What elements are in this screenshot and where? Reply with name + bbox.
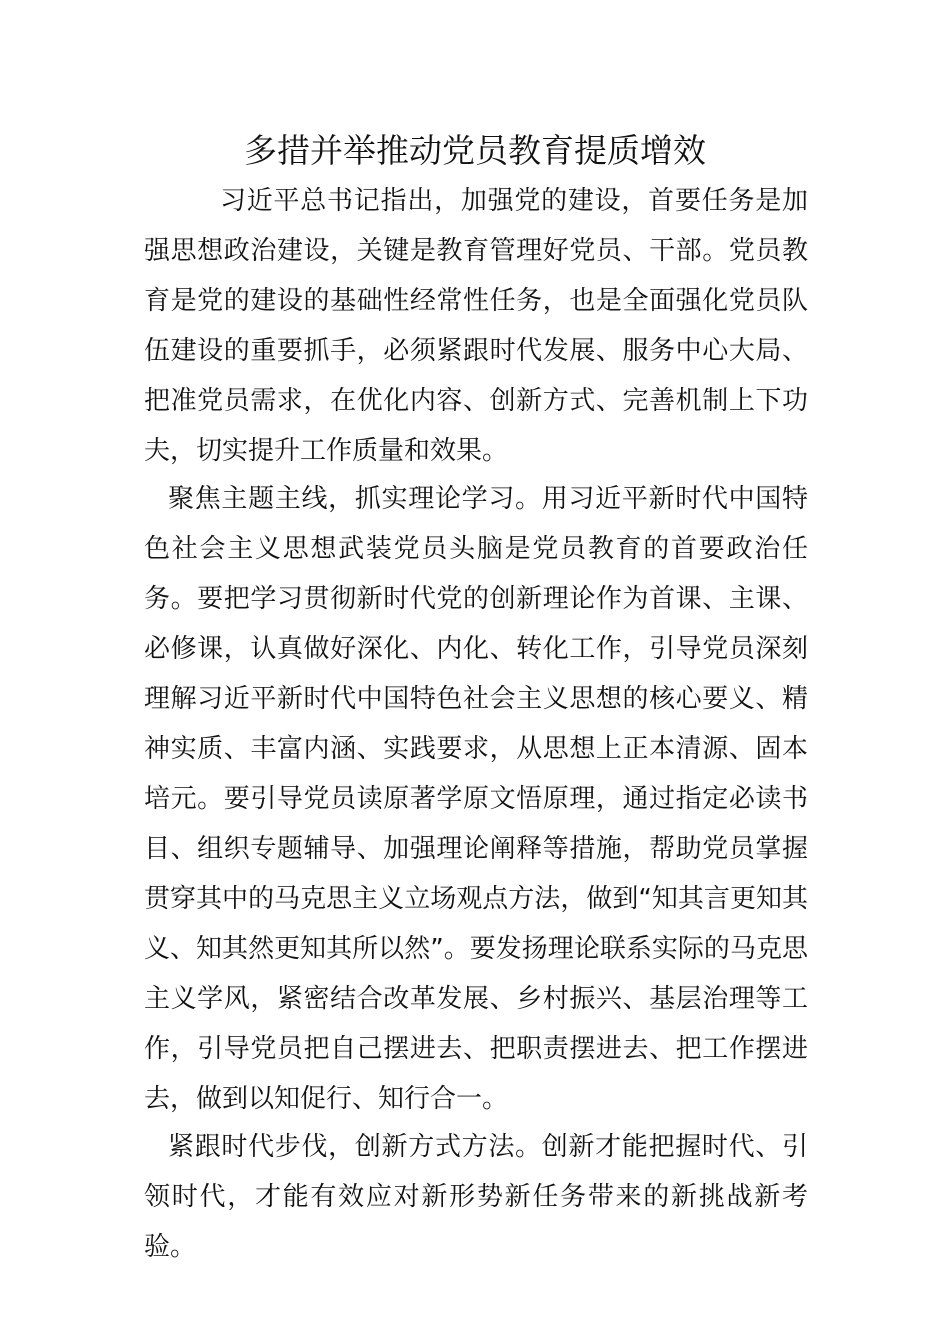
paragraph-intro: 习近平总书记指出，加强党的建设，首要任务是加强思想政治建设，关键是教育管理好党员、干部。党员教育是党的建设的基础性经常性任务，也是全面强化党员队伍建设的重要抓手，必须紧跟时代发展、服务中心大局、把准党员需求，在优化内容、创新方式、完善机制上下功夫，切实提升工作质量和效果。	[144, 186, 808, 466]
paragraph-theory-study: 聚焦主题主线，抓实理论学习。用习近平新时代中国特色社会主义思想武装党员头脑是党员教育的首要政治任务。要把学习贯彻新时代党的创新理论作为首课、主课、必修课，认真做好深化、内化、转化工作，引导党员深刻理解习近平新时代中国特色社会主义思想的核心要义、精神实质、丰富内涵、实践要求，从思想上正本清源、固本培元。要引导党员读原著学原文悟原理，通过指定必读书目、组织专题辅导、加强理论阐释等措施，帮助党员掌握贯穿其中的马克思主义立场观点方法，做到“知其言更知其义、知其然更知其所以然”。要发扬理论联系实际的马克思主义学风，紧密结合改革发展、乡村振兴、基层治理等工作，引导党员把自己摆进去、把职责摆进去、把工作摆进去，做到以知促行、知行合一。	[144, 484, 808, 1114]
document-title: 多措并举推动党员教育提质增效	[244, 131, 706, 170]
paragraph-innovation: 紧跟时代步伐，创新方式方法。创新才能把握时代、引领时代，才能有效应对新形势新任务带来的新挑战新考验。	[144, 1132, 808, 1262]
